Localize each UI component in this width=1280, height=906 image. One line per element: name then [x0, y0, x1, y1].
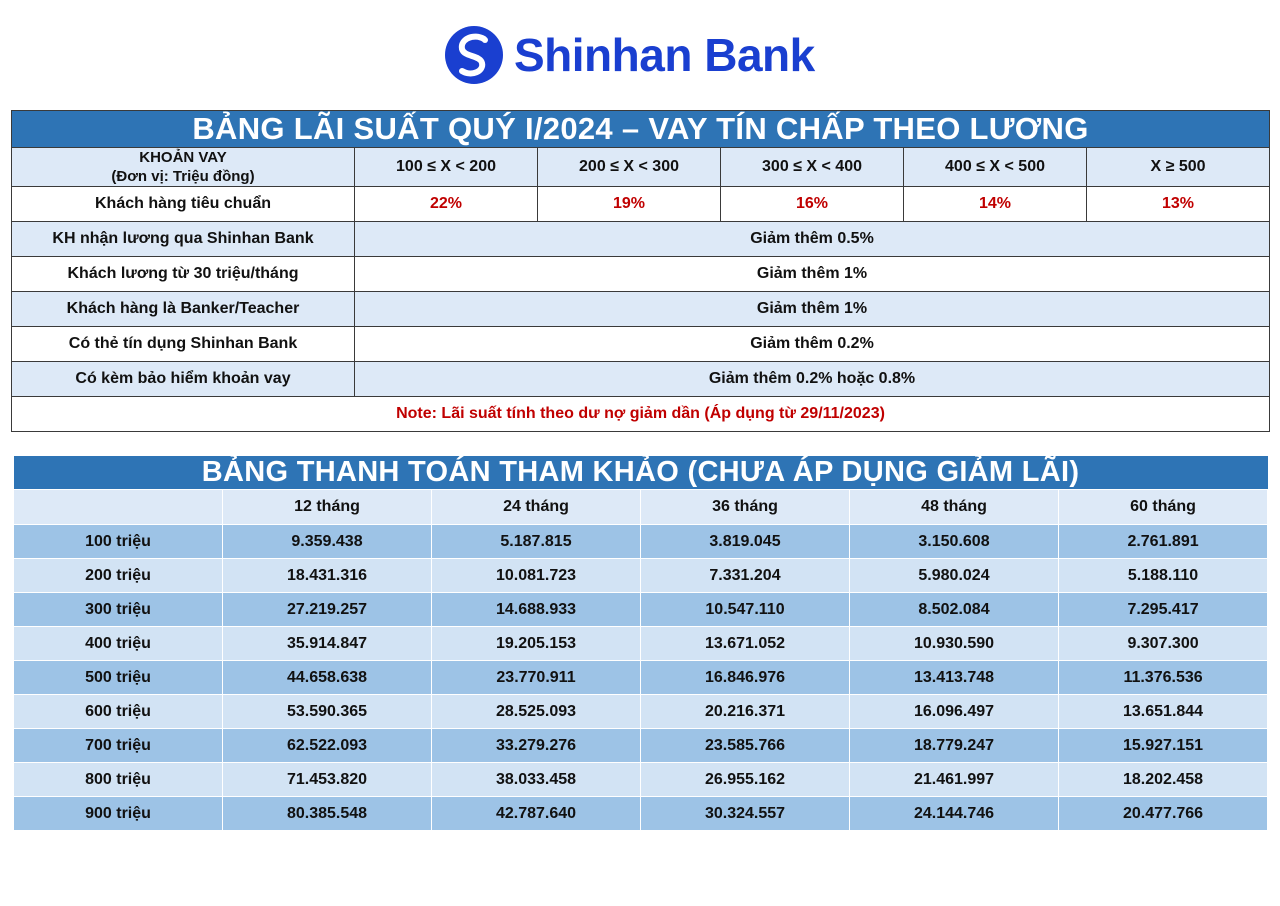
loan-amount: 300 triệu	[14, 593, 223, 627]
payment-value: 16.096.497	[850, 695, 1059, 729]
rate-value: 16%	[721, 187, 904, 222]
payment-value: 23.585.766	[641, 729, 850, 763]
loan-unit-label: (Đơn vị: Triệu đồng)	[111, 168, 255, 185]
payment-value: 13.413.748	[850, 661, 1059, 695]
loan-amount: 800 triệu	[14, 763, 223, 797]
interest-rate-table	[11, 110, 1270, 432]
range-header: X ≥ 500	[1087, 148, 1270, 187]
payment-value: 42.787.640	[432, 797, 641, 831]
discount-label: KH nhận lương qua Shinhan Bank	[12, 222, 355, 257]
payment-value: 18.431.316	[223, 559, 432, 593]
rate-value: 14%	[904, 187, 1087, 222]
payment-value: 24.144.746	[850, 797, 1059, 831]
payment-value: 23.770.911	[432, 661, 641, 695]
payment-reference-table	[13, 456, 1268, 831]
payment-value: 20.477.766	[1059, 797, 1268, 831]
payment-value: 7.331.204	[641, 559, 850, 593]
payment-value: 13.651.844	[1059, 695, 1268, 729]
table-row	[14, 695, 1268, 729]
payment-value: 10.547.110	[641, 593, 850, 627]
payment-value: 7.295.417	[1059, 593, 1268, 627]
discount-value: Giảm thêm 1%	[355, 292, 1270, 327]
discount-label: Có thẻ tín dụng Shinhan Bank	[12, 327, 355, 362]
shinhan-logo	[444, 24, 815, 86]
discount-value: Giảm thêm 0.5%	[355, 222, 1270, 257]
discount-label: Khách lương từ 30 triệu/tháng	[12, 257, 355, 292]
payment-value: 62.522.093	[223, 729, 432, 763]
amount-header-empty	[14, 490, 223, 525]
payment-value: 35.914.847	[223, 627, 432, 661]
loan-amount: 200 triệu	[14, 559, 223, 593]
payment-value: 16.846.976	[641, 661, 850, 695]
payment-value: 11.376.536	[1059, 661, 1268, 695]
loan-amount: 100 triệu	[14, 525, 223, 559]
payment-value: 5.188.110	[1059, 559, 1268, 593]
payment-value: 13.671.052	[641, 627, 850, 661]
payment-value: 9.307.300	[1059, 627, 1268, 661]
table-row	[14, 729, 1268, 763]
payment-value: 28.525.093	[432, 695, 641, 729]
table-row	[14, 525, 1268, 559]
rate-note: Note: Lãi suất tính theo dư nợ giảm dần (Áp dụng từ 29/11/2023)	[12, 397, 1270, 432]
loan-amount: 900 triệu	[14, 797, 223, 831]
payment-value: 5.980.024	[850, 559, 1059, 593]
payment-value: 3.150.608	[850, 525, 1059, 559]
payment-value: 8.502.084	[850, 593, 1059, 627]
term-header: 48 tháng	[850, 490, 1059, 525]
term-header: 60 tháng	[1059, 490, 1268, 525]
payment-value: 10.081.723	[432, 559, 641, 593]
loan-amount: 500 triệu	[14, 661, 223, 695]
payment-value: 3.819.045	[641, 525, 850, 559]
payment-value: 38.033.458	[432, 763, 641, 797]
table-row	[14, 661, 1268, 695]
loan-amount: 700 triệu	[14, 729, 223, 763]
payment-value: 18.779.247	[850, 729, 1059, 763]
payment-value: 9.359.438	[223, 525, 432, 559]
discount-value: Giảm thêm 1%	[355, 257, 1270, 292]
payment-value: 53.590.365	[223, 695, 432, 729]
rate-value: 19%	[538, 187, 721, 222]
table-row	[14, 593, 1268, 627]
loan-amount: 400 triệu	[14, 627, 223, 661]
payment-value: 71.453.820	[223, 763, 432, 797]
range-header: 300 ≤ X < 400	[721, 148, 904, 187]
payment-value: 19.205.153	[432, 627, 641, 661]
payment-value: 80.385.548	[223, 797, 432, 831]
payment-value: 26.955.162	[641, 763, 850, 797]
loan-header-label: KHOẢN VAY	[139, 149, 227, 166]
term-header: 36 tháng	[641, 490, 850, 525]
discount-label: Có kèm bảo hiểm khoản vay	[12, 362, 355, 397]
shinhan-swirl-logo-icon	[444, 25, 504, 85]
payment-value: 18.202.458	[1059, 763, 1268, 797]
payment-value: 5.187.815	[432, 525, 641, 559]
payment-table-title: BẢNG THANH TOÁN THAM KHẢO (CHƯA ÁP DỤNG GIẢM LÃI)	[14, 456, 1268, 490]
payment-value: 10.930.590	[850, 627, 1059, 661]
discount-label: Khách hàng là Banker/Teacher	[12, 292, 355, 327]
range-header: 200 ≤ X < 300	[538, 148, 721, 187]
payment-value: 2.761.891	[1059, 525, 1268, 559]
brand-name: Shinhan Bank	[514, 29, 815, 81]
payment-value: 21.461.997	[850, 763, 1059, 797]
term-header: 24 tháng	[432, 490, 641, 525]
rate-table-title: BẢNG LÃI SUẤT QUÝ I/2024 – VAY TÍN CHẤP THEO LƯƠNG	[12, 111, 1270, 148]
payment-value: 20.216.371	[641, 695, 850, 729]
table-row	[14, 763, 1268, 797]
loan-header-cell	[12, 148, 355, 187]
term-header: 12 tháng	[223, 490, 432, 525]
payment-value: 44.658.638	[223, 661, 432, 695]
rate-value: 13%	[1087, 187, 1270, 222]
range-header: 400 ≤ X < 500	[904, 148, 1087, 187]
discount-value: Giảm thêm 0.2% hoặc 0.8%	[355, 362, 1270, 397]
table-row	[14, 559, 1268, 593]
table-row	[14, 797, 1268, 831]
discount-value: Giảm thêm 0.2%	[355, 327, 1270, 362]
payment-value: 33.279.276	[432, 729, 641, 763]
payment-value: 15.927.151	[1059, 729, 1268, 763]
standard-customer-label: Khách hàng tiêu chuẩn	[12, 187, 355, 222]
rate-value: 22%	[355, 187, 538, 222]
payment-value: 30.324.557	[641, 797, 850, 831]
payment-value: 14.688.933	[432, 593, 641, 627]
loan-amount: 600 triệu	[14, 695, 223, 729]
range-header: 100 ≤ X < 200	[355, 148, 538, 187]
payment-value: 27.219.257	[223, 593, 432, 627]
table-row	[14, 627, 1268, 661]
